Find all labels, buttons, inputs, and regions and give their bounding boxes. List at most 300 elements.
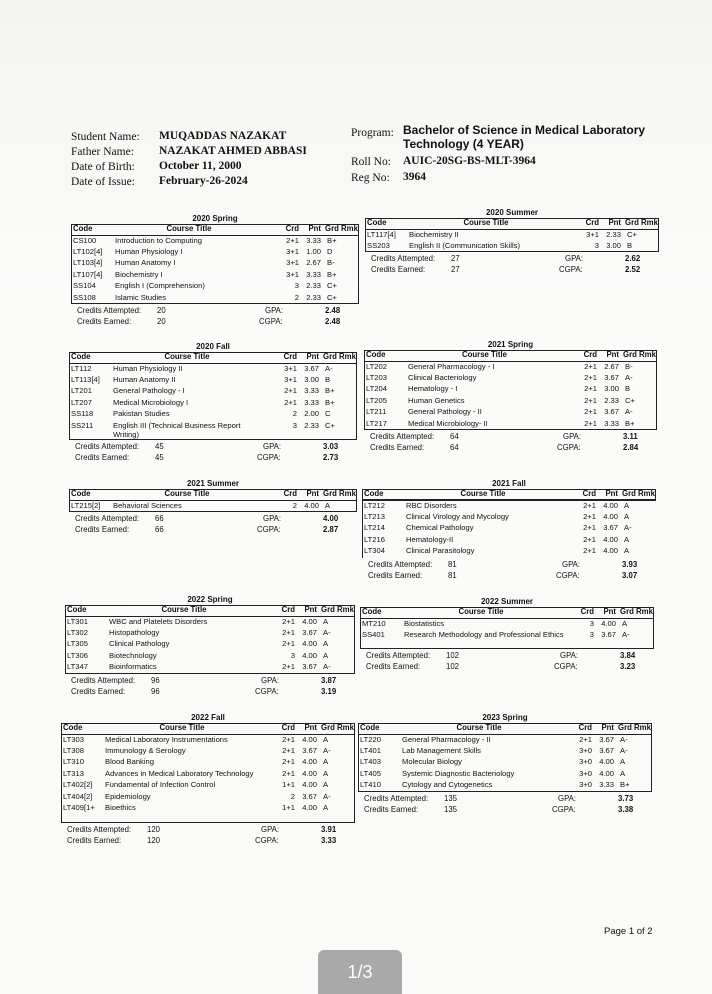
course-code: LT403 — [360, 757, 381, 766]
credits-earned-label: Credits Earned: — [366, 662, 421, 671]
credits-earned-label: Credits Earned: — [71, 686, 126, 696]
grade-points: 3.67 — [603, 523, 618, 532]
pnt-header: Pnt — [599, 350, 621, 361]
page-indicator[interactable]: 1/3 — [318, 950, 402, 994]
father-name-label: Father Name: — [71, 146, 134, 158]
course-code: LT347 — [67, 662, 88, 671]
course-code: LT211 — [366, 407, 387, 416]
course-code: SS108 — [73, 292, 96, 302]
table-border — [61, 723, 355, 823]
crd-header: Crd — [267, 723, 297, 734]
title-header: Course Title — [97, 723, 267, 734]
table-border — [69, 352, 357, 440]
code-header: Code — [61, 723, 97, 734]
grd-rmk-header: Grd Rmk — [623, 350, 656, 359]
grade: B- — [625, 361, 633, 371]
credit-hours: 1+1 — [282, 803, 295, 812]
gpa-label: GPA: — [565, 254, 584, 263]
gpa-label: GPA: — [261, 824, 280, 834]
course-code: LT201 — [71, 386, 92, 395]
credits-attempted-value: 102 — [446, 651, 460, 660]
table-row — [362, 546, 656, 558]
title-header: Course Title — [105, 489, 269, 500]
course-code: MT210 — [362, 618, 386, 628]
credit-hours: 3+1 — [284, 363, 297, 373]
grade-points: 3.00 — [604, 384, 619, 393]
credit-hours: 2+1 — [584, 384, 597, 393]
credits-attempted-label: Credits Attempted: — [366, 651, 431, 660]
credit-hours: 2 — [292, 409, 297, 418]
table-border — [69, 489, 357, 512]
course-title: English II (Communication Skills) — [409, 240, 520, 250]
course-code: LT401 — [360, 745, 381, 755]
grade: A — [323, 780, 329, 789]
grade-points: 1.00 — [306, 246, 321, 256]
pnt-header: Pnt — [299, 352, 321, 363]
gpa-label: GPA: — [263, 513, 282, 523]
grade: B+ — [327, 235, 337, 245]
course-title: General Pathology - II — [408, 407, 482, 416]
grade-points: 4.00 — [302, 616, 317, 626]
title-header: Course Title — [398, 489, 568, 500]
cgpa-value: 3.38 — [618, 804, 634, 814]
grade-points: 4.00 — [603, 500, 618, 510]
table-row — [362, 523, 656, 535]
credits-attempted-value: 66 — [155, 513, 164, 523]
code-header: Code — [362, 489, 398, 500]
course-code: SS104 — [73, 281, 96, 290]
grade-points: 3.00 — [304, 374, 319, 384]
grade: C+ — [627, 229, 637, 239]
grade: A — [624, 511, 630, 521]
course-title: Human Physiology II — [113, 363, 183, 373]
course-code: LT107[4] — [73, 269, 103, 279]
father-name: NAZAKAT AHMED ABBASI — [159, 145, 307, 157]
grade-points: 3.00 — [606, 240, 621, 250]
student-info-values — [159, 130, 307, 190]
course-code: CS100 — [73, 235, 97, 245]
grade-points: 4.00 — [302, 768, 317, 778]
course-title: Medical Microbiology I — [113, 397, 189, 407]
table-border — [365, 218, 659, 252]
credit-hours: 3+0 — [579, 757, 592, 766]
roll-label: Roll No: — [351, 156, 391, 168]
credits-attempted-value: 120 — [147, 824, 161, 834]
credit-hours: 3 — [589, 618, 594, 628]
credit-hours: 3 — [292, 420, 297, 430]
credit-hours: 2+1 — [583, 511, 596, 521]
code-header: Code — [65, 605, 101, 616]
pnt-header: Pnt — [297, 605, 319, 616]
table-row — [362, 535, 656, 547]
code-header: Code — [365, 218, 401, 229]
crd-header: Crd — [568, 489, 598, 500]
grade: A- — [620, 734, 628, 744]
grade-points: 4.00 — [599, 768, 614, 778]
course-code: LT216 — [364, 534, 385, 544]
crd-header: Crd — [564, 723, 594, 734]
grade: B+ — [325, 397, 335, 407]
course-title: Biotechnology — [109, 650, 157, 660]
course-code: LT302 — [67, 627, 88, 637]
crd-header: Crd — [571, 218, 601, 229]
grade: B+ — [327, 269, 337, 279]
course-code: LT203 — [366, 372, 387, 382]
credit-hours: 2+1 — [583, 534, 596, 544]
code-header: Code — [358, 723, 394, 734]
grade-points: 3.67 — [599, 745, 614, 755]
grd-rmk-header: Grd Rmk — [620, 607, 653, 616]
grade: A- — [624, 523, 632, 532]
grade: C+ — [625, 395, 635, 405]
credits-earned-value: 45 — [155, 453, 164, 462]
course-title: Molecular Biology — [402, 757, 462, 766]
grade-points: 3.33 — [599, 780, 614, 789]
course-title: Immunology & Serology — [105, 745, 186, 755]
credits-attempted-value: 20 — [157, 306, 166, 315]
semester-title: 2022 Summer — [480, 597, 534, 606]
grade-points: 3.33 — [304, 386, 319, 395]
credits-earned-label: Credits Earned: — [75, 453, 130, 462]
course-title: Clinical Bacteriology — [408, 372, 477, 382]
gpa-value: 3.93 — [622, 559, 638, 569]
credits-earned-label: Credits Earned: — [77, 317, 132, 326]
credits-attempted-label: Credits Attempted: — [75, 513, 140, 523]
grade: B — [325, 374, 331, 384]
cgpa-value: 3.07 — [622, 570, 638, 580]
course-code: LT304 — [364, 546, 385, 555]
date-of-birth: October 11, 2000 — [159, 160, 242, 172]
grade: A — [323, 734, 329, 744]
credit-hours: 2+1 — [284, 386, 297, 395]
credits-earned-value: 135 — [444, 804, 458, 814]
grade: A — [323, 639, 329, 648]
grade: B — [627, 240, 633, 250]
course-title: Fundamental of Infection Control — [105, 780, 216, 789]
grade: A — [624, 500, 630, 510]
course-code: LT308 — [63, 745, 84, 755]
table-left-border — [362, 489, 363, 558]
course-title: Behavioral Sciences — [113, 500, 182, 510]
cgpa-value: 3.19 — [321, 686, 337, 696]
gpa-label: GPA: — [558, 793, 577, 803]
credits-attempted-label: Credits Attempted: — [71, 675, 136, 685]
course-code: LT409[1+ — [63, 803, 95, 812]
grade: C — [325, 409, 331, 418]
semester-title: 2023 Spring — [482, 713, 528, 722]
cgpa-value: 2.87 — [323, 524, 339, 534]
pnt-header: Pnt — [601, 218, 623, 229]
course-code: LT214 — [364, 523, 385, 532]
course-title: English III (Technical Business Report Writing) — [113, 420, 241, 439]
course-title: Islamic Studies — [115, 292, 167, 302]
semester-totals — [75, 441, 357, 463]
credit-hours: 2+1 — [282, 734, 295, 744]
credit-hours: 2+1 — [584, 361, 597, 371]
gpa-value: 4.00 — [323, 513, 339, 523]
grade-points: 2.00 — [304, 409, 319, 418]
grade: B- — [327, 258, 335, 267]
table-border — [358, 723, 652, 792]
title-header: Course Title — [394, 723, 564, 734]
gpa-label: GPA: — [562, 559, 581, 569]
cgpa-value: 2.48 — [325, 317, 341, 326]
reg-number: 3964 — [403, 171, 426, 183]
course-title: Hematology - I — [408, 384, 458, 393]
grade-points: 4.00 — [601, 618, 616, 628]
course-code: LT202 — [366, 361, 387, 371]
course-title: Biochemistry II — [409, 229, 459, 239]
grade: A — [323, 768, 329, 778]
course-code: LT207 — [71, 397, 92, 407]
title-header: Course Title — [105, 352, 269, 363]
pnt-header: Pnt — [299, 489, 321, 500]
grade: B+ — [625, 418, 635, 428]
grade: A — [323, 757, 329, 766]
credits-earned-label: Credits Earned: — [368, 570, 423, 580]
credit-hours: 3+1 — [284, 374, 297, 384]
semester-totals — [67, 824, 355, 846]
course-code: LT213 — [364, 511, 385, 521]
cgpa-label: CGPA: — [557, 443, 581, 452]
credit-hours: 2+1 — [584, 407, 597, 416]
pnt-header: Pnt — [598, 489, 620, 500]
grd-rmk-header: Grd Rmk — [321, 605, 354, 614]
grade-points: 3.33 — [604, 418, 619, 428]
semester-title: 2021 Spring — [487, 340, 534, 349]
course-title: Lab Management Skills — [402, 745, 481, 755]
course-title: Bioinformatics — [109, 662, 157, 671]
credits-attempted-label: Credits Attempted: — [370, 432, 435, 441]
credit-hours: 3+1 — [286, 258, 299, 267]
grade: D — [327, 246, 333, 256]
course-title: RBC Disorders — [406, 500, 457, 510]
credits-earned-value: 64 — [450, 443, 459, 452]
credit-hours: 3+1 — [286, 269, 299, 279]
gpa-value: 3.11 — [623, 432, 638, 441]
course-code: SS203 — [367, 240, 390, 250]
table-border — [364, 350, 657, 430]
grade-points: 2.33 — [306, 292, 321, 302]
cgpa-label: CGPA: — [257, 524, 281, 534]
grade-points: 3.67 — [302, 791, 317, 801]
credits-attempted-value: 45 — [155, 442, 164, 451]
credits-earned-value: 96 — [151, 686, 160, 696]
grade: A — [620, 757, 626, 766]
course-title: Human Physiology I — [115, 246, 183, 256]
course-title: Introduction to Computing — [115, 235, 202, 245]
gpa-value: 3.03 — [323, 442, 339, 451]
semester-totals — [75, 513, 357, 535]
pnt-header: Pnt — [301, 224, 323, 235]
title-header: Course Title — [107, 224, 271, 235]
grade-points: 2.67 — [306, 258, 321, 267]
table-border — [362, 489, 656, 500]
grd-rmk-header: Grd Rmk — [625, 218, 658, 227]
credits-earned-value: 66 — [155, 524, 164, 534]
course-title: Clinical Virology and Mycology — [406, 511, 509, 521]
gpa-value: 3.84 — [620, 651, 636, 660]
grade: A- — [625, 407, 633, 416]
grade-points: 4.00 — [302, 639, 317, 648]
gpa-value: 2.62 — [625, 254, 641, 263]
cgpa-value: 2.73 — [323, 453, 339, 462]
grade: A- — [625, 372, 633, 382]
course-code: LT102[4] — [73, 246, 103, 256]
crd-header: Crd — [267, 605, 297, 616]
credit-hours: 3 — [294, 281, 299, 290]
course-title: Bioethics — [105, 803, 136, 812]
credit-hours: 2+1 — [579, 734, 592, 744]
course-code: LT217 — [366, 418, 387, 428]
grade-points: 3.33 — [304, 397, 319, 407]
grade-points: 3.67 — [599, 734, 614, 744]
course-title: General Pharmacology - I — [408, 361, 495, 371]
grade: A- — [622, 629, 630, 639]
grade-points: 4.00 — [599, 757, 614, 766]
reg-label: Reg No: — [351, 172, 390, 184]
credits-earned-label: Credits Earned: — [75, 524, 130, 534]
semester-totals — [371, 253, 659, 275]
credits-earned-value: 102 — [446, 662, 460, 671]
credit-hours: 3+0 — [579, 780, 592, 789]
grade-points: 4.00 — [304, 500, 319, 510]
grade: C+ — [327, 281, 337, 290]
course-code: SS401 — [362, 629, 385, 639]
course-title: Biostatistics — [404, 618, 445, 628]
course-title: Biochemistry I — [115, 269, 163, 279]
gpa-label: GPA: — [265, 306, 284, 315]
grade-points: 2.33 — [306, 281, 321, 290]
course-code: LT212 — [364, 500, 385, 510]
grade: A — [624, 546, 630, 555]
grade-points: 3.67 — [604, 372, 619, 382]
semester-title: 2021 Summer — [186, 479, 240, 488]
grade-points: 4.00 — [603, 546, 618, 555]
semester-totals — [77, 305, 359, 327]
credit-hours: 2+1 — [584, 418, 597, 428]
pnt-header: Pnt — [596, 607, 618, 618]
cgpa-label: CGPA: — [559, 265, 583, 274]
course-code: LT313 — [63, 768, 84, 778]
grade: A — [323, 616, 329, 626]
grd-rmk-header: Grd Rmk — [325, 224, 358, 233]
course-title: Pakistan Studies — [113, 409, 170, 418]
course-title: Medical Laboratory Instrumentations — [105, 734, 228, 744]
credit-hours: 2+1 — [286, 235, 299, 245]
grade-points: 3.67 — [304, 363, 319, 373]
credits-attempted-label: Credits Attempted: — [371, 254, 436, 263]
credits-earned-value: 27 — [451, 265, 460, 274]
student-name: MUQADDAS NAZAKAT — [159, 130, 287, 142]
course-title: Blood Banking — [105, 757, 154, 766]
credits-attempted-value: 96 — [151, 675, 160, 685]
credit-hours: 2+1 — [584, 372, 597, 382]
cgpa-value: 3.23 — [620, 662, 636, 671]
course-code: LT303 — [63, 734, 84, 744]
credit-hours: 2 — [294, 292, 299, 302]
credit-hours: 2+1 — [583, 523, 596, 532]
grade-points: 4.00 — [302, 803, 317, 812]
table-border — [71, 224, 359, 304]
course-code: SS211 — [71, 420, 94, 430]
grade: A — [620, 768, 626, 778]
cgpa-label: CGPA: — [257, 453, 281, 462]
semester-totals — [366, 650, 654, 672]
crd-header: Crd — [569, 350, 599, 361]
grade-points: 4.00 — [302, 734, 317, 744]
course-title: Epidemiology — [105, 791, 151, 801]
grade: B — [625, 384, 631, 393]
grd-rmk-header: Grd Rmk — [323, 352, 356, 361]
semester-title: 2022 Spring — [187, 595, 233, 604]
course-code: LT117[4] — [367, 229, 396, 239]
credit-hours: 3 — [594, 240, 599, 250]
cgpa-label: CGPA: — [556, 570, 580, 580]
course-title: Clinical Pathology — [109, 639, 170, 648]
course-title: Human Anatomy I — [115, 258, 176, 267]
credits-attempted-label: Credits Attempted: — [368, 559, 433, 569]
course-code: LT405 — [360, 768, 381, 778]
semester-totals — [71, 675, 355, 697]
credit-hours: 3+0 — [579, 768, 592, 778]
code-header: Code — [360, 607, 396, 618]
gpa-value: 3.91 — [321, 824, 337, 834]
cgpa-value: 3.33 — [321, 835, 337, 845]
grade: A- — [323, 627, 331, 637]
credit-hours: 2+1 — [583, 500, 596, 510]
semester-title: 2020 Spring — [192, 214, 238, 223]
credit-hours: 3+1 — [586, 229, 599, 239]
grd-rmk-header: Grd Rmk — [321, 723, 354, 732]
grade: A — [323, 803, 329, 812]
course-code: LT301 — [67, 616, 88, 626]
course-title: Chemical Pathology — [406, 523, 474, 532]
credits-earned-label: Credits Earned: — [370, 443, 425, 452]
course-code: LT402[2] — [63, 780, 93, 789]
cgpa-label: CGPA: — [255, 835, 279, 845]
credits-earned-label: Credits Earned: — [364, 804, 419, 814]
code-header: Code — [71, 224, 107, 235]
program-label: Program: — [351, 127, 394, 139]
grade: B+ — [325, 386, 335, 395]
semester-title: 2022 Fall — [191, 713, 225, 722]
grade-points: 4.00 — [302, 757, 317, 766]
grade-points: 3.67 — [601, 629, 616, 639]
credit-hours: 2+1 — [282, 745, 295, 755]
credit-hours: 2 — [290, 791, 295, 801]
credit-hours: 3+1 — [286, 246, 299, 256]
course-title: Human Genetics — [408, 395, 465, 405]
credit-hours: 3+0 — [579, 745, 592, 755]
gpa-label: GPA: — [263, 442, 282, 451]
course-code: LT220 — [360, 734, 381, 744]
grade: C+ — [325, 420, 335, 430]
course-code: LT103[4] — [73, 258, 103, 267]
code-header: Code — [364, 350, 400, 361]
course-code: LT113[4] — [71, 374, 100, 384]
grd-rmk-header: Grd Rmk — [323, 489, 356, 498]
credits-earned-value: 120 — [147, 835, 161, 845]
course-code: LT112 — [71, 363, 92, 373]
credits-earned-label: Credits Earned: — [371, 265, 426, 274]
title-header: Course Title — [401, 218, 571, 229]
cgpa-value: 2.52 — [625, 265, 641, 274]
course-title: Clinical Parasitology — [406, 546, 475, 555]
credits-attempted-label: Credits Attempted: — [75, 442, 140, 451]
grade: A- — [323, 745, 331, 755]
semester-title: 2020 Summer — [485, 208, 539, 217]
